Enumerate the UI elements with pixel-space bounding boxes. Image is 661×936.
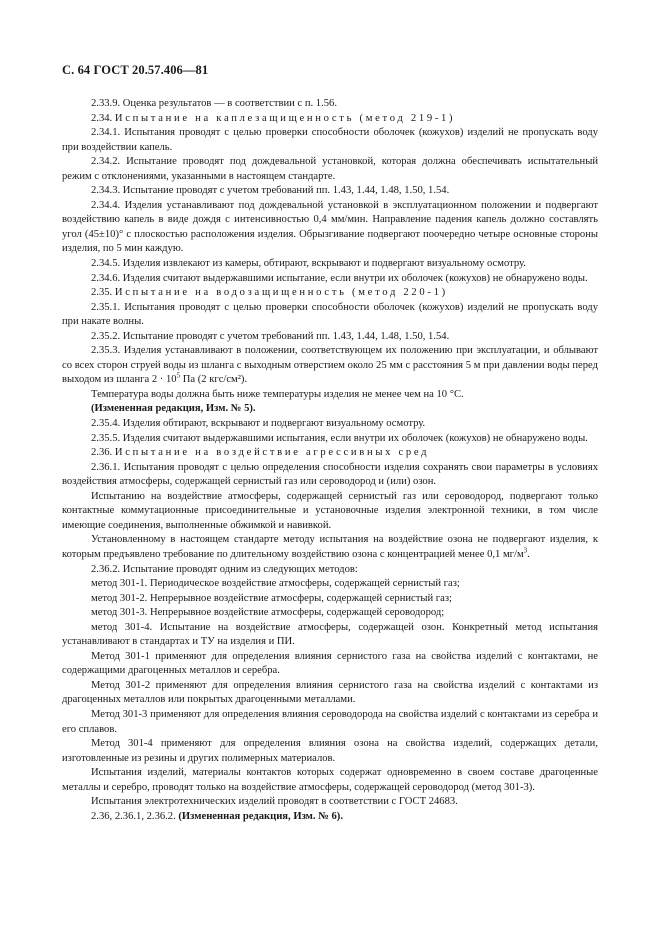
paragraph-text: 2.36, 2.36.1, 2.36.2.	[91, 810, 179, 822]
amendment-note: (Измененная редакция, Изм. № 6).	[178, 810, 343, 822]
paragraph	[62, 112, 598, 127]
paragraph: Метод 301-2 применяют для определения влияния сернистого газа на свойства изделий с контактами из драгоценных металлов или покрытых драгоценными металлами.	[62, 679, 598, 706]
paragraph: 2.36.2. Испытание проводят одним из следующих методов:	[91, 563, 358, 575]
paragraph: 2.34.6. Изделия считают выдержавшими испытание, если внутри их оболочек (кожухов) не обнаружено воды.	[91, 272, 588, 284]
section-heading: Испытание на водозащищенность (метод 220-1)	[114, 287, 448, 299]
section-number: 2.36.	[91, 447, 115, 459]
document-body	[62, 97, 598, 824]
section-heading: Испытание на воздействие агрессивных сред	[114, 447, 430, 459]
paragraph: Испытания изделий, материалы контактов которых содержат одновременно в своем составе драгоценные металлы и серебро, проводят только на воздействие атмосферы, содержащей сероводород (метод 301-3).	[62, 767, 598, 793]
paragraph: 2.35.2. Испытание проводят с учетом требований пп. 1.43, 1.44, 1.48, 1.50, 1.54.	[91, 330, 450, 342]
paragraph: метод 301-2. Непрерывное воздействие атмосферы, содержащей сернистый газ;	[91, 592, 452, 604]
paragraph: 2.36.1. Испытания проводят с целью определения способности изделия сохранять свои параметры в условиях воздействия атмосферы, содержащей сернистый газ или сероводород и (или) озон.	[62, 461, 598, 488]
paragraph-text: 2.35.3. Изделия устанавливают в положении, соответствующем их положению при эксплуатации, и облывают со всех сторон струей воды из шланга с выходным отверстием около 25 мм с расстояния 5 м при давлении воды перед выходом из шланга 2 · 10	[62, 345, 598, 386]
paragraph-text: .	[527, 548, 530, 560]
section-number: 2.34.	[91, 112, 115, 124]
paragraph: Температура воды должна быть ниже температуры изделия не менее чем на 10 °С.	[91, 388, 464, 400]
paragraph	[62, 533, 598, 562]
superscript: 3	[523, 546, 528, 555]
paragraph: метод 301-3. Непрерывное воздействие атмосферы, содержащей сероводород;	[91, 607, 445, 619]
page-header: С. 64 ГОСТ 20.57.406—81	[62, 63, 209, 77]
paragraph: 2.34.2. Испытание проводят под дождевальной установкой, которая должна обеспечивать испытательный режим с отклонениями, указанными в настоящем стандарте.	[62, 156, 598, 182]
paragraph: 2.34.1. Испытания проводят с целью проверки способности оболочек (кожухов) изделий не пропускать воду при воздействии капель.	[62, 127, 598, 153]
paragraph	[62, 446, 598, 461]
paragraph	[62, 286, 598, 301]
amendment-note: (Измененная редакция, Изм. № 5).	[91, 403, 256, 415]
paragraph: 2.35.1. Испытания проводят с целью проверки способности оболочек (кожухов) изделий не пропускать воду при накате волны.	[62, 301, 598, 328]
paragraph: 2.35.4. Изделия обтирают, вскрывают и подвергают визуальному осмотру.	[91, 418, 426, 430]
paragraph: Метод 301-3 применяют для определения влияния сероводорода на свойства изделий с контактами из серебра и его сплавов.	[62, 708, 598, 735]
paragraph: метод 301-4. Испытание на воздействие атмосферы, содержащей озон. Конкретный метод испытания устанавливают в стандартах и ТУ на изделия и ПИ.	[62, 621, 598, 648]
paragraph: 2.34.4. Изделия устанавливают под дождевальной установкой в эксплуатационном положении и подвергают воздействию капель в виде дождя с интенсивностью 0,4 мм/мин. Направление падения капель должно составлять угол (45±10)° с плоскостью расположения изделия. Обрызгивание подвергают поочередно четыре основные стороны изделия, по 5 мин каждую.	[62, 199, 598, 255]
paragraph: 2.33.9. Оценка результатов — в соответствии с п. 1.56.	[91, 98, 337, 109]
paragraph	[62, 402, 598, 417]
paragraph	[62, 344, 598, 388]
paragraph: Испытанию на воздействие атмосферы, содержащей сернистый газ или сероводород, подвергают только контактные коммутационные присоединительные и установочные изделия электронной техники, в том числе имеющие соединения, выполненные обжимкой и навивкой.	[62, 490, 598, 531]
paragraph: 2.34.5. Изделия извлекают из камеры, обтирают, вскрывают и подвергают визуальному осмотру.	[91, 258, 526, 270]
paragraph: Метод 301-1 применяют для определения влияния сернистого газа на свойства изделий с контактами, не содержащими драгоценных металлов и серебра.	[62, 650, 598, 677]
paragraph: Метод 301-4 применяют для определения влияния озона на свойства изделий, содержащих детали, изготовленные из резины и других полимерных материалов.	[62, 738, 598, 764]
paragraph	[62, 810, 598, 825]
paragraph: 2.34.3. Испытание проводят с учетом требований пп. 1.43, 1.44, 1.48, 1.50, 1.54.	[91, 185, 450, 197]
superscript: 5	[176, 371, 181, 380]
paragraph: 2.35.5. Изделия считают выдержавшими испытания, если внутри их оболочек (кожухов) не обнаружено воды.	[91, 432, 588, 444]
paragraph: метод 301-1. Периодическое воздействие атмосферы, содержащей сернистый газ;	[91, 578, 460, 590]
paragraph-text: Па (2 кгс/см²).	[180, 374, 248, 386]
section-number: 2.35.	[91, 287, 115, 299]
paragraph-text: Установленному в настоящем стандарте методу испытания на воздействие озона не подвергают изделия, к которым предъявлено требование по длительному воздействию озона с концентрацией менее 0,1 мг/м	[62, 534, 598, 560]
paragraph: Испытания электротехнических изделий проводят в соответствии с ГОСТ 24683.	[91, 796, 458, 808]
section-heading: Испытание на каплезащищенность (метод 219-1)	[114, 112, 456, 124]
